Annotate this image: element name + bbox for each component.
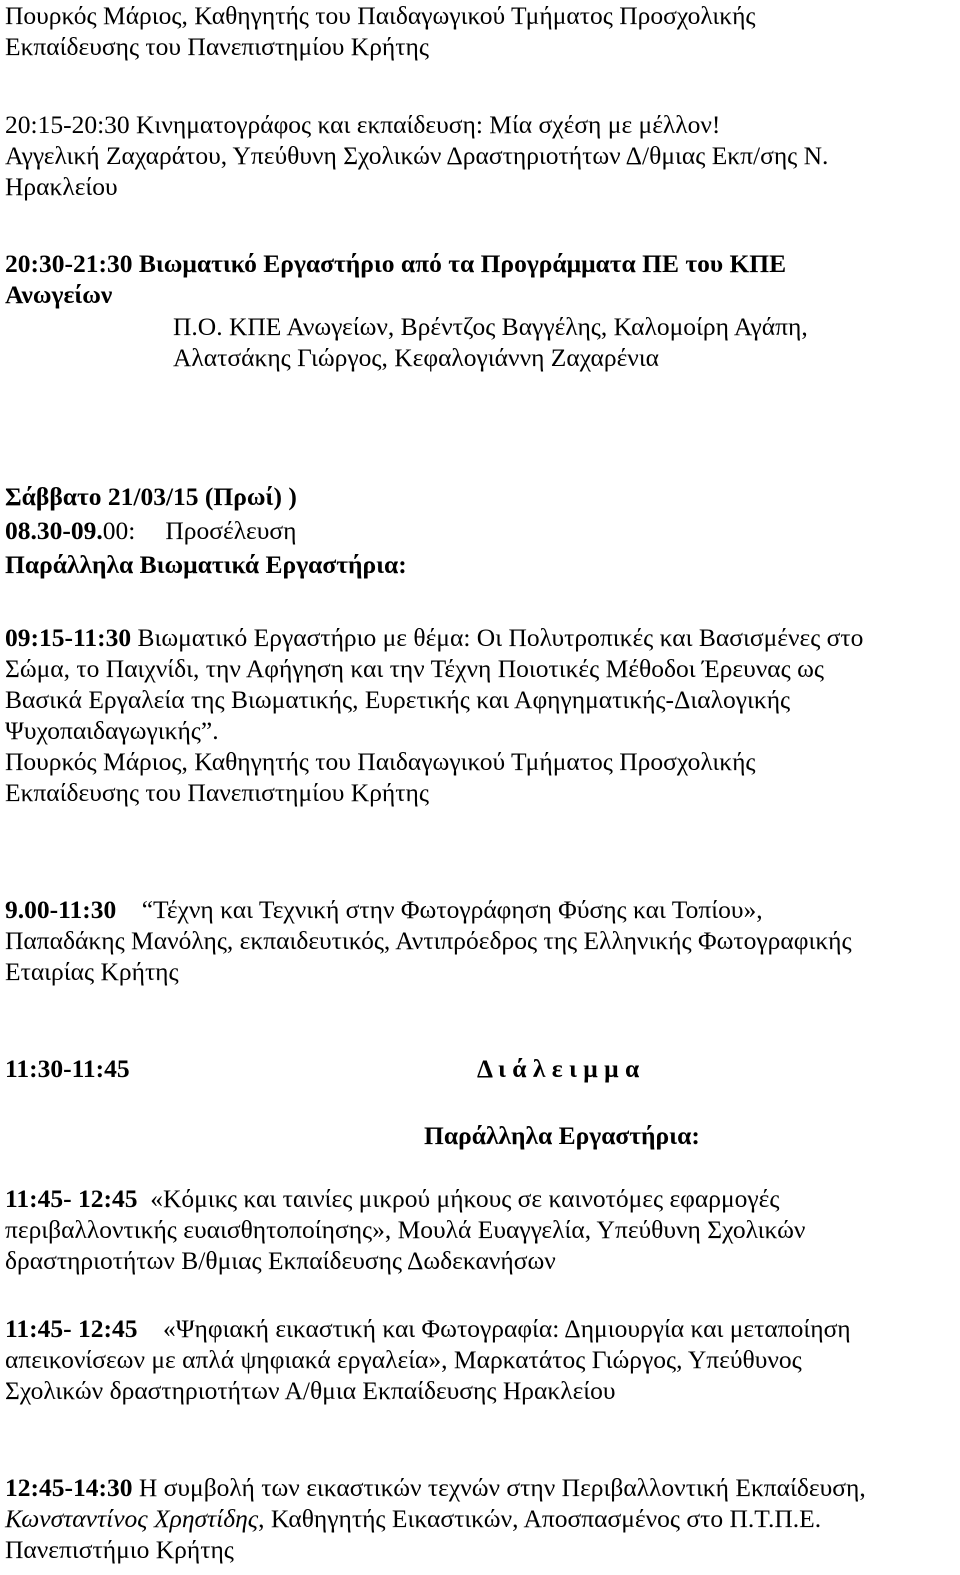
parallel-workshops-heading: Παράλληλα Βιωματικά Εργαστήρια: xyxy=(5,550,407,579)
digital-art-text-1: «Ψηφιακή εικαστική και Φωτογραφία: Δημιουργία και μεταποίηση xyxy=(137,1314,851,1343)
parallel-workshops-heading-2: Παράλληλα Εργαστήρια: xyxy=(424,1121,700,1150)
arrival-time-end: 00: xyxy=(102,516,136,545)
digital-art-line-3: Σχολικών δραστηριοτήτων Α/θμια Εκπαίδευσης Ηρακλείου xyxy=(5,1376,616,1405)
session-cinema-line-1 xyxy=(5,109,955,140)
workshop-body-line-1 xyxy=(5,622,955,653)
workshop-body-line-6: Εκπαίδευσης του Πανεπιστημίου Κρήτης xyxy=(5,778,429,807)
arts-speaker-name: Κωνσταντίνος Χρηστίδης xyxy=(5,1504,259,1533)
session-workshop-title-line-1: 20:30-21:30 Βιωματικό Εργαστήριο από τα Προγράμματα ΠΕ του ΚΠΕ xyxy=(5,249,787,278)
break-row xyxy=(5,1053,955,1084)
digital-art-line-1 xyxy=(5,1313,955,1344)
arts-speaker-rest: , Καθηγητής Εικαστικών, Αποσπασμένος στο Π.Τ.Π.Ε. xyxy=(258,1504,822,1533)
session-cinema-speaker-1: Αγγελική Ζαχαράτου, Υπεύθυνη Σχολικών Δραστηριοτήτων Δ/θμιας Εκπ/σης Ν. xyxy=(5,141,829,170)
session-workshop-title-line-2: Ανωγείων xyxy=(5,280,113,309)
saturday-heading: Σάββατο 21/03/15 (Πρωί) ) xyxy=(5,482,297,511)
intro-affiliation-line-1: Πουρκός Μάριος, Καθηγητής του Παιδαγωγικού Τμήματος Προσχολικής xyxy=(5,1,756,30)
workshop-body-line-3: Βασικά Εργαλεία της Βιωματικής, Ευρετικής και Αφηγηματικής-Διαλογικής xyxy=(5,685,791,714)
workshop-body-time: 09:15-11:30 xyxy=(5,623,132,652)
comics-line-2: περιβαλλοντικής ευαισθητοποίησης», Μουλά Ευαγγελία, Υπεύθυνη Σχολικών xyxy=(5,1215,806,1244)
photo-nature xyxy=(5,894,955,987)
arts-institution: Πανεπιστήμιο Κρήτης xyxy=(5,1535,234,1564)
session-workshop-staff-line-1: Π.Ο. ΚΠΕ Ανωγείων, Βρέντζος Βαγγέλης, Καλομοίρη Αγάπη, xyxy=(173,312,808,341)
intro-affiliation xyxy=(5,0,955,62)
session-workshop-staff xyxy=(5,311,960,373)
session-cinema-title: Κινηματογράφος και εκπαίδευση: Μία σχέση με μέλλον! xyxy=(129,110,721,139)
comics-text-1: «Κόμικς και ταινίες μικρού μήκους σε καινοτόμες εφαρμογές xyxy=(137,1184,780,1213)
photo-nature-line-2: Παπαδάκης Μανόλης, εκπαιδευτικός, Αντιπρόεδρος της Ελληνικής Φωτογραφικής xyxy=(5,926,852,955)
arrival-row xyxy=(5,515,955,546)
workshop-body-line-4: Ψυχοπαιδαγωγικής”. xyxy=(5,716,219,745)
arts-time: 12:45-14:30 xyxy=(5,1473,133,1502)
session-cinema-speaker-2: Ηρακλείου xyxy=(5,172,118,201)
workshop-body-line-2: Σώμα, το Παιχνίδι, την Αφήγηση και την Τέχνη Ποιοτικές Μέθοδοι Έρευνας ως xyxy=(5,654,824,683)
arts-line-1 xyxy=(5,1472,955,1503)
arrival-label: Προσέλευση xyxy=(165,516,297,545)
workshop-body-line-5: Πουρκός Μάριος, Καθηγητής του Παιδαγωγικού Τμήματος Προσχολικής xyxy=(5,747,756,776)
break-label: Δ ι ά λ ε ι μ μ α xyxy=(477,1054,640,1083)
comics-line-3: δραστηριοτήτων Β/θμιας Εκπαίδευσης Δωδεκανήσων xyxy=(5,1246,556,1275)
workshop-body-text-1: Βιωματικό Εργαστήριο με θέμα: Οι Πολυτροπικές και Βασισμένες στο xyxy=(131,623,864,652)
arrival-time: 08.30-09. xyxy=(5,516,103,545)
comics-line-1 xyxy=(5,1183,955,1214)
photo-nature-time: 9.00-11:30 xyxy=(5,895,117,924)
arts-contribution xyxy=(5,1472,955,1565)
session-workshop-staff-line-2: Αλατσάκης Γιώργος, Κεφαλογιάννη Ζαχαρένια xyxy=(173,343,660,372)
photo-nature-text-1: “Τέχνη και Τεχνική στην Φωτογράφηση Φύσης και Τοπίου», xyxy=(116,895,763,924)
session-cinema xyxy=(5,109,955,202)
comics-workshop xyxy=(5,1183,955,1276)
intro-affiliation-line-2: Εκπαίδευσης του Πανεπιστημίου Κρήτης xyxy=(5,32,429,61)
photo-nature-line-1 xyxy=(5,894,955,925)
arts-line-2 xyxy=(5,1503,955,1534)
digital-art-line-2: απεικονίσεων με απλά ψηφιακά εργαλεία», Μαρκατάτος Γιώργος, Υπεύθυνος xyxy=(5,1345,802,1374)
digital-art-time: 11:45- 12:45 xyxy=(5,1314,138,1343)
comics-time: 11:45- 12:45 xyxy=(5,1184,138,1213)
photo-nature-line-3: Εταιρίας Κρήτης xyxy=(5,957,179,986)
session-workshop-title xyxy=(5,248,955,310)
break-time: 11:30-11:45 xyxy=(5,1054,130,1083)
arts-title: Η συμβολή των εικαστικών τεχνών στην Περιβαλλοντική Εκπαίδευση, xyxy=(132,1473,866,1502)
digital-art-workshop xyxy=(5,1313,955,1406)
workshop-body xyxy=(5,622,955,808)
session-cinema-time: 20:15-20:30 xyxy=(5,110,130,139)
